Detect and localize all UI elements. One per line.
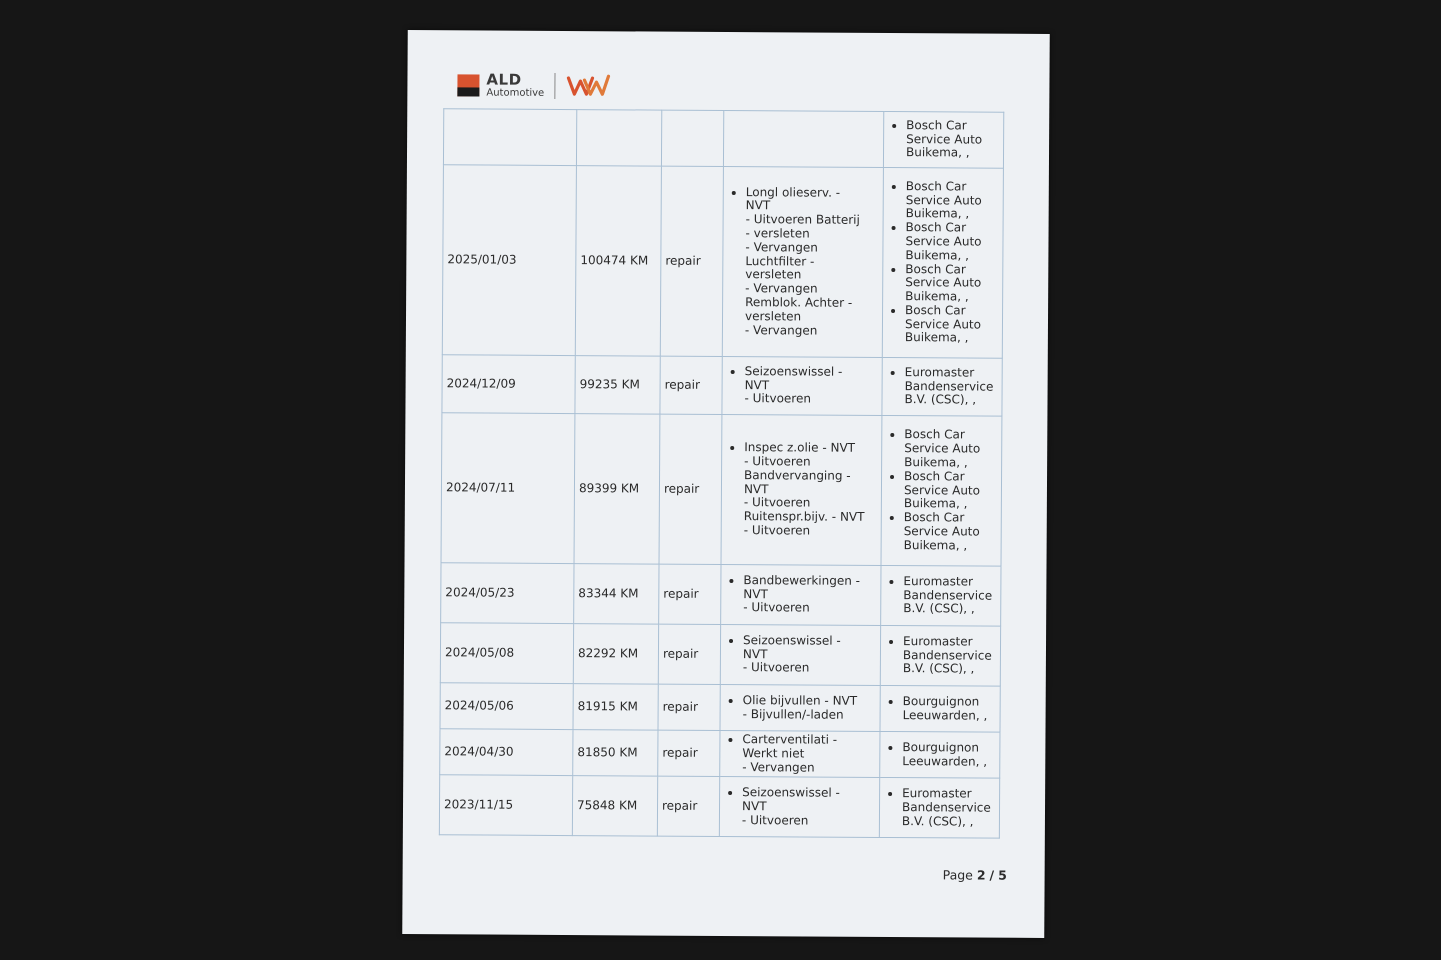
table-row [442, 165, 1003, 358]
garage-item: • Bosch Car Service Auto Buikema, , [906, 119, 999, 161]
garage-item: • Euromaster Bandenservice B.V. (CSC), , [902, 787, 995, 829]
row-type [661, 110, 723, 166]
description-item: • Bandbewerkingen - NVT - Uitvoeren [743, 574, 876, 616]
logo-divider [554, 73, 555, 99]
description-list [726, 365, 877, 407]
description-list [727, 186, 879, 339]
ald-logo-mark-icon [457, 74, 479, 96]
row-date: 2024/12/09 [442, 355, 575, 414]
row-garage [880, 731, 1000, 778]
row-date: 2024/05/23 [441, 563, 574, 624]
garage-list [887, 180, 999, 346]
garage-item: • Bosch Car Service Auto Buikema, , [906, 180, 999, 222]
garage-list [884, 741, 995, 769]
page-total: 5 [998, 867, 1007, 883]
garage-item: • Bosch Car Service Auto Buikema, , [905, 304, 998, 346]
table-row [439, 775, 999, 838]
garage-list [888, 119, 999, 161]
description-item: • Inspec z.olie - NVT - Uitvoeren Bandvervanging - NVT - Uitvoeren Ruitenspr.bijv. - NVT - Uitvoeren [744, 441, 878, 538]
row-type: repair [658, 730, 720, 777]
garage-item: • Bosch Car Service Auto Buikema, , [904, 511, 997, 553]
page-separator: / [989, 867, 995, 883]
row-garage [882, 167, 1003, 358]
row-description [721, 564, 881, 625]
description-list [725, 694, 876, 723]
description-list [726, 441, 878, 538]
row-date: 2024/07/11 [441, 413, 575, 564]
table-row [440, 683, 1000, 732]
garage-list [886, 366, 997, 408]
logo-name: ALD [486, 70, 522, 89]
table-row [443, 109, 1003, 168]
row-mileage: 100474 KM [575, 166, 661, 357]
garage-list [885, 695, 996, 723]
row-garage [879, 778, 999, 839]
description-list [724, 786, 875, 828]
row-description [720, 730, 880, 777]
maintenance-history-table [439, 108, 1004, 839]
description-item: • Olie bijvullen - NVT - Bijvullen/-laden [743, 694, 876, 722]
row-type: repair [659, 414, 722, 564]
garage-item: • Euromaster Bandenservice B.V. (CSC), , [903, 575, 996, 617]
row-date: 2024/05/06 [440, 683, 573, 730]
row-type: repair [658, 684, 720, 730]
row-description [722, 356, 882, 415]
description-item: • Seizoenswissel - NVT - Uitvoeren [743, 634, 876, 676]
garage-list [885, 575, 996, 617]
row-garage [880, 685, 1000, 732]
row-date: 2023/11/15 [439, 775, 572, 836]
row-mileage: 81915 KM [573, 684, 658, 731]
row-mileage: 99235 KM [575, 356, 660, 415]
row-garage [882, 357, 1002, 416]
table-row [441, 563, 1001, 626]
description-item: • Longl olieserv. - NVT - Uitvoeren Batterij - versleten - Vervangen Luchtfilter - versleten - Vervangen Remblok. Achter - versleten - Vervangen [745, 186, 879, 339]
row-type: repair [658, 624, 720, 684]
row-date [443, 109, 576, 166]
row-type: repair [660, 166, 723, 356]
row-date: 2024/05/08 [440, 623, 573, 684]
page-number [943, 867, 1007, 882]
row-garage [880, 625, 1000, 686]
row-mileage: 89399 KM [574, 414, 660, 565]
row-mileage: 82292 KM [573, 624, 658, 685]
row-type: repair [660, 356, 722, 414]
table-row [442, 355, 1002, 416]
page-current: 2 [976, 867, 986, 883]
description-item: • Seizoenswissel - NVT - Uitvoeren [742, 786, 875, 828]
row-description [721, 414, 882, 565]
row-garage [881, 415, 1002, 566]
description-item: • Seizoenswissel - NVT - Uitvoeren [744, 365, 877, 407]
row-description [720, 624, 880, 685]
page-label: Page [942, 867, 973, 883]
description-list [724, 733, 875, 775]
garage-item: • Bosch Car Service Auto Buikema, , [904, 470, 997, 512]
description-list [725, 634, 876, 676]
table-row [440, 729, 1000, 779]
document-page [402, 30, 1050, 938]
garage-list [885, 635, 996, 677]
garage-list [884, 787, 995, 829]
row-date: 2025/01/03 [442, 165, 576, 356]
row-description [722, 166, 883, 357]
garage-item: • Bosch Car Service Auto Buikema, , [905, 263, 998, 305]
row-description [720, 684, 880, 731]
garage-item: • Bosch Car Service Auto Buikema, , [905, 221, 998, 263]
row-mileage: 81850 KM [573, 730, 658, 777]
company-logo [457, 70, 610, 101]
description-item: • Carterventilati - Werkt niet - Vervangen [742, 733, 875, 775]
row-description [719, 777, 879, 838]
garage-list [886, 428, 998, 553]
row-mileage [576, 110, 661, 167]
logo-subtitle: Automotive [486, 87, 545, 99]
garage-item: • Euromaster Bandenservice B.V. (CSC), , [904, 366, 997, 408]
row-date: 2024/04/30 [440, 729, 573, 776]
row-type: repair [657, 776, 719, 836]
row-mileage: 83344 KM [574, 564, 659, 625]
table-row [441, 413, 1002, 566]
dealer-logo-icon [566, 72, 610, 100]
table-row [440, 623, 1000, 686]
row-garage [883, 111, 1003, 168]
row-garage [881, 565, 1001, 626]
garage-item: • Bourguignon Leeuwarden, , [903, 695, 996, 723]
row-description [723, 110, 883, 167]
description-list [725, 574, 876, 616]
garage-item: • Bourguignon Leeuwarden, , [902, 741, 995, 769]
garage-item: • Bosch Car Service Auto Buikema, , [904, 428, 997, 470]
row-mileage: 75848 KM [572, 776, 657, 837]
row-type: repair [659, 564, 721, 624]
garage-item: • Euromaster Bandenservice B.V. (CSC), , [903, 635, 996, 677]
